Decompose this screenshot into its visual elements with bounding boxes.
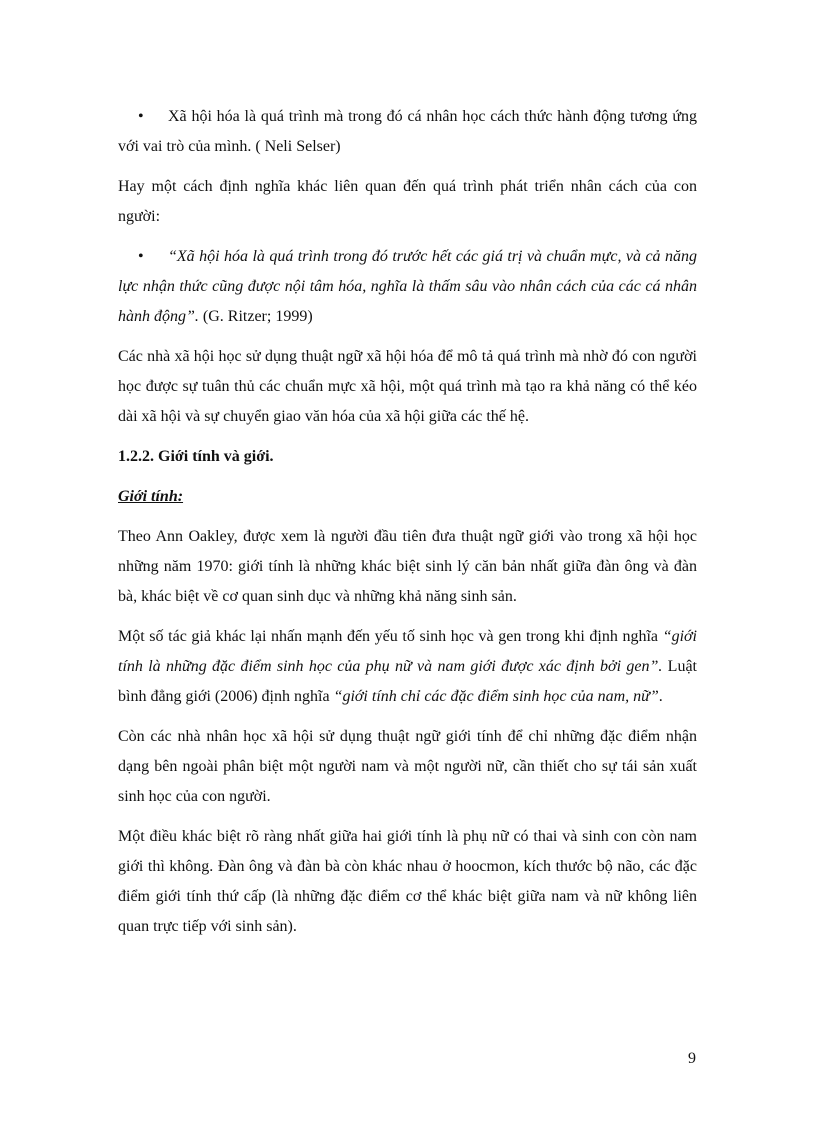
para4-text-2: Luật bình đẳng giới (2006) định nghĩa (118, 658, 697, 705)
bullet-dot-icon: • (138, 108, 144, 125)
bullet-item-ritzer-quote (118, 242, 697, 332)
para4-text-3: . (658, 688, 663, 705)
section-heading: 1.2.2. Giới tính và giới. (118, 448, 274, 465)
paragraph-alt-definition: Hay một cách định nghĩa khác liên quan đến quá trình phát triển nhân cách của con người: (118, 178, 697, 225)
paragraph-ann-oakley: Theo Ann Oakley, được xem là người đầu tiên đưa thuật ngữ giới vào trong xã hội học những năm 1970: giới tính là những khác biệt sinh lý căn bản nhất giữa đàn ông và đàn bà, khác biệt về cơ quan sinh dục và những khả năng sinh sản. (118, 528, 697, 605)
paragraph-anthropologists: Còn các nhà nhân học xã hội sử dụng thuật ngữ giới tính để chỉ những đặc điểm nhận dạng bên ngoài phân biệt một người nam và một người nữ, cần thiết cho sự tái sản xuất sinh học của con người. (118, 728, 697, 805)
subheading-sex: Giới tính: (118, 488, 184, 505)
bullet-text: Xã hội hóa là quá trình mà trong đó cá nhân học cách thức hành động tương ứng với vai trò của mình. ( Neli Selser) (118, 108, 697, 155)
ritzer-quote: “Xã hội hóa là quá trình trong đó trước hết các giá trị và chuẩn mực, và cả năng lực nhận thức cũng được nội tâm hóa, nghĩa là thấm sâu vào nhân cách của các cá nhân hành động”. (118, 248, 697, 325)
para4-text-1: Một số tác giả khác lại nhấn mạnh đến yếu tố sinh học và gen trong khi định nghĩa (118, 628, 663, 645)
bullet-dot-icon: • (138, 248, 144, 265)
ritzer-citation: (G. Ritzer; 1999) (198, 308, 313, 325)
bullet-quote-paragraph (118, 242, 697, 332)
paragraph-biology-genes (118, 622, 697, 712)
para4-quote-2: “giới tính chỉ các đặc điểm sinh học của nam, nữ” (333, 688, 659, 705)
page-number: 9 (688, 1050, 696, 1067)
paragraph-sociologists: Các nhà xã hội học sử dụng thuật ngữ xã hội hóa để mô tả quá trình mà nhờ đó con người học được sự tuân thủ các chuẩn mực xã hội, một quá trình mà tạo ra khả năng có thể kéo dài xã hội và sự chuyển giao văn hóa của xã hội giữa các thế hệ. (118, 348, 697, 425)
paragraph-differences: Một điều khác biệt rõ ràng nhất giữa hai giới tính là phụ nữ có thai và sinh con còn nam giới thì không. Đàn ông và đàn bà còn khác nhau ở hoocmon, kích thước bộ não, các đặc điểm giới tính thứ cấp (là những đặc điểm cơ thể khác biệt giữa nam và nữ không liên quan trực tiếp với sinh sản). (118, 828, 697, 935)
para4-quote-1: “giới tính là những đặc điểm sinh học của phụ nữ và nam giới được xác định bởi gen”. (118, 628, 697, 675)
bullet-item-socialization-definition (118, 102, 697, 162)
page-content (118, 102, 697, 952)
